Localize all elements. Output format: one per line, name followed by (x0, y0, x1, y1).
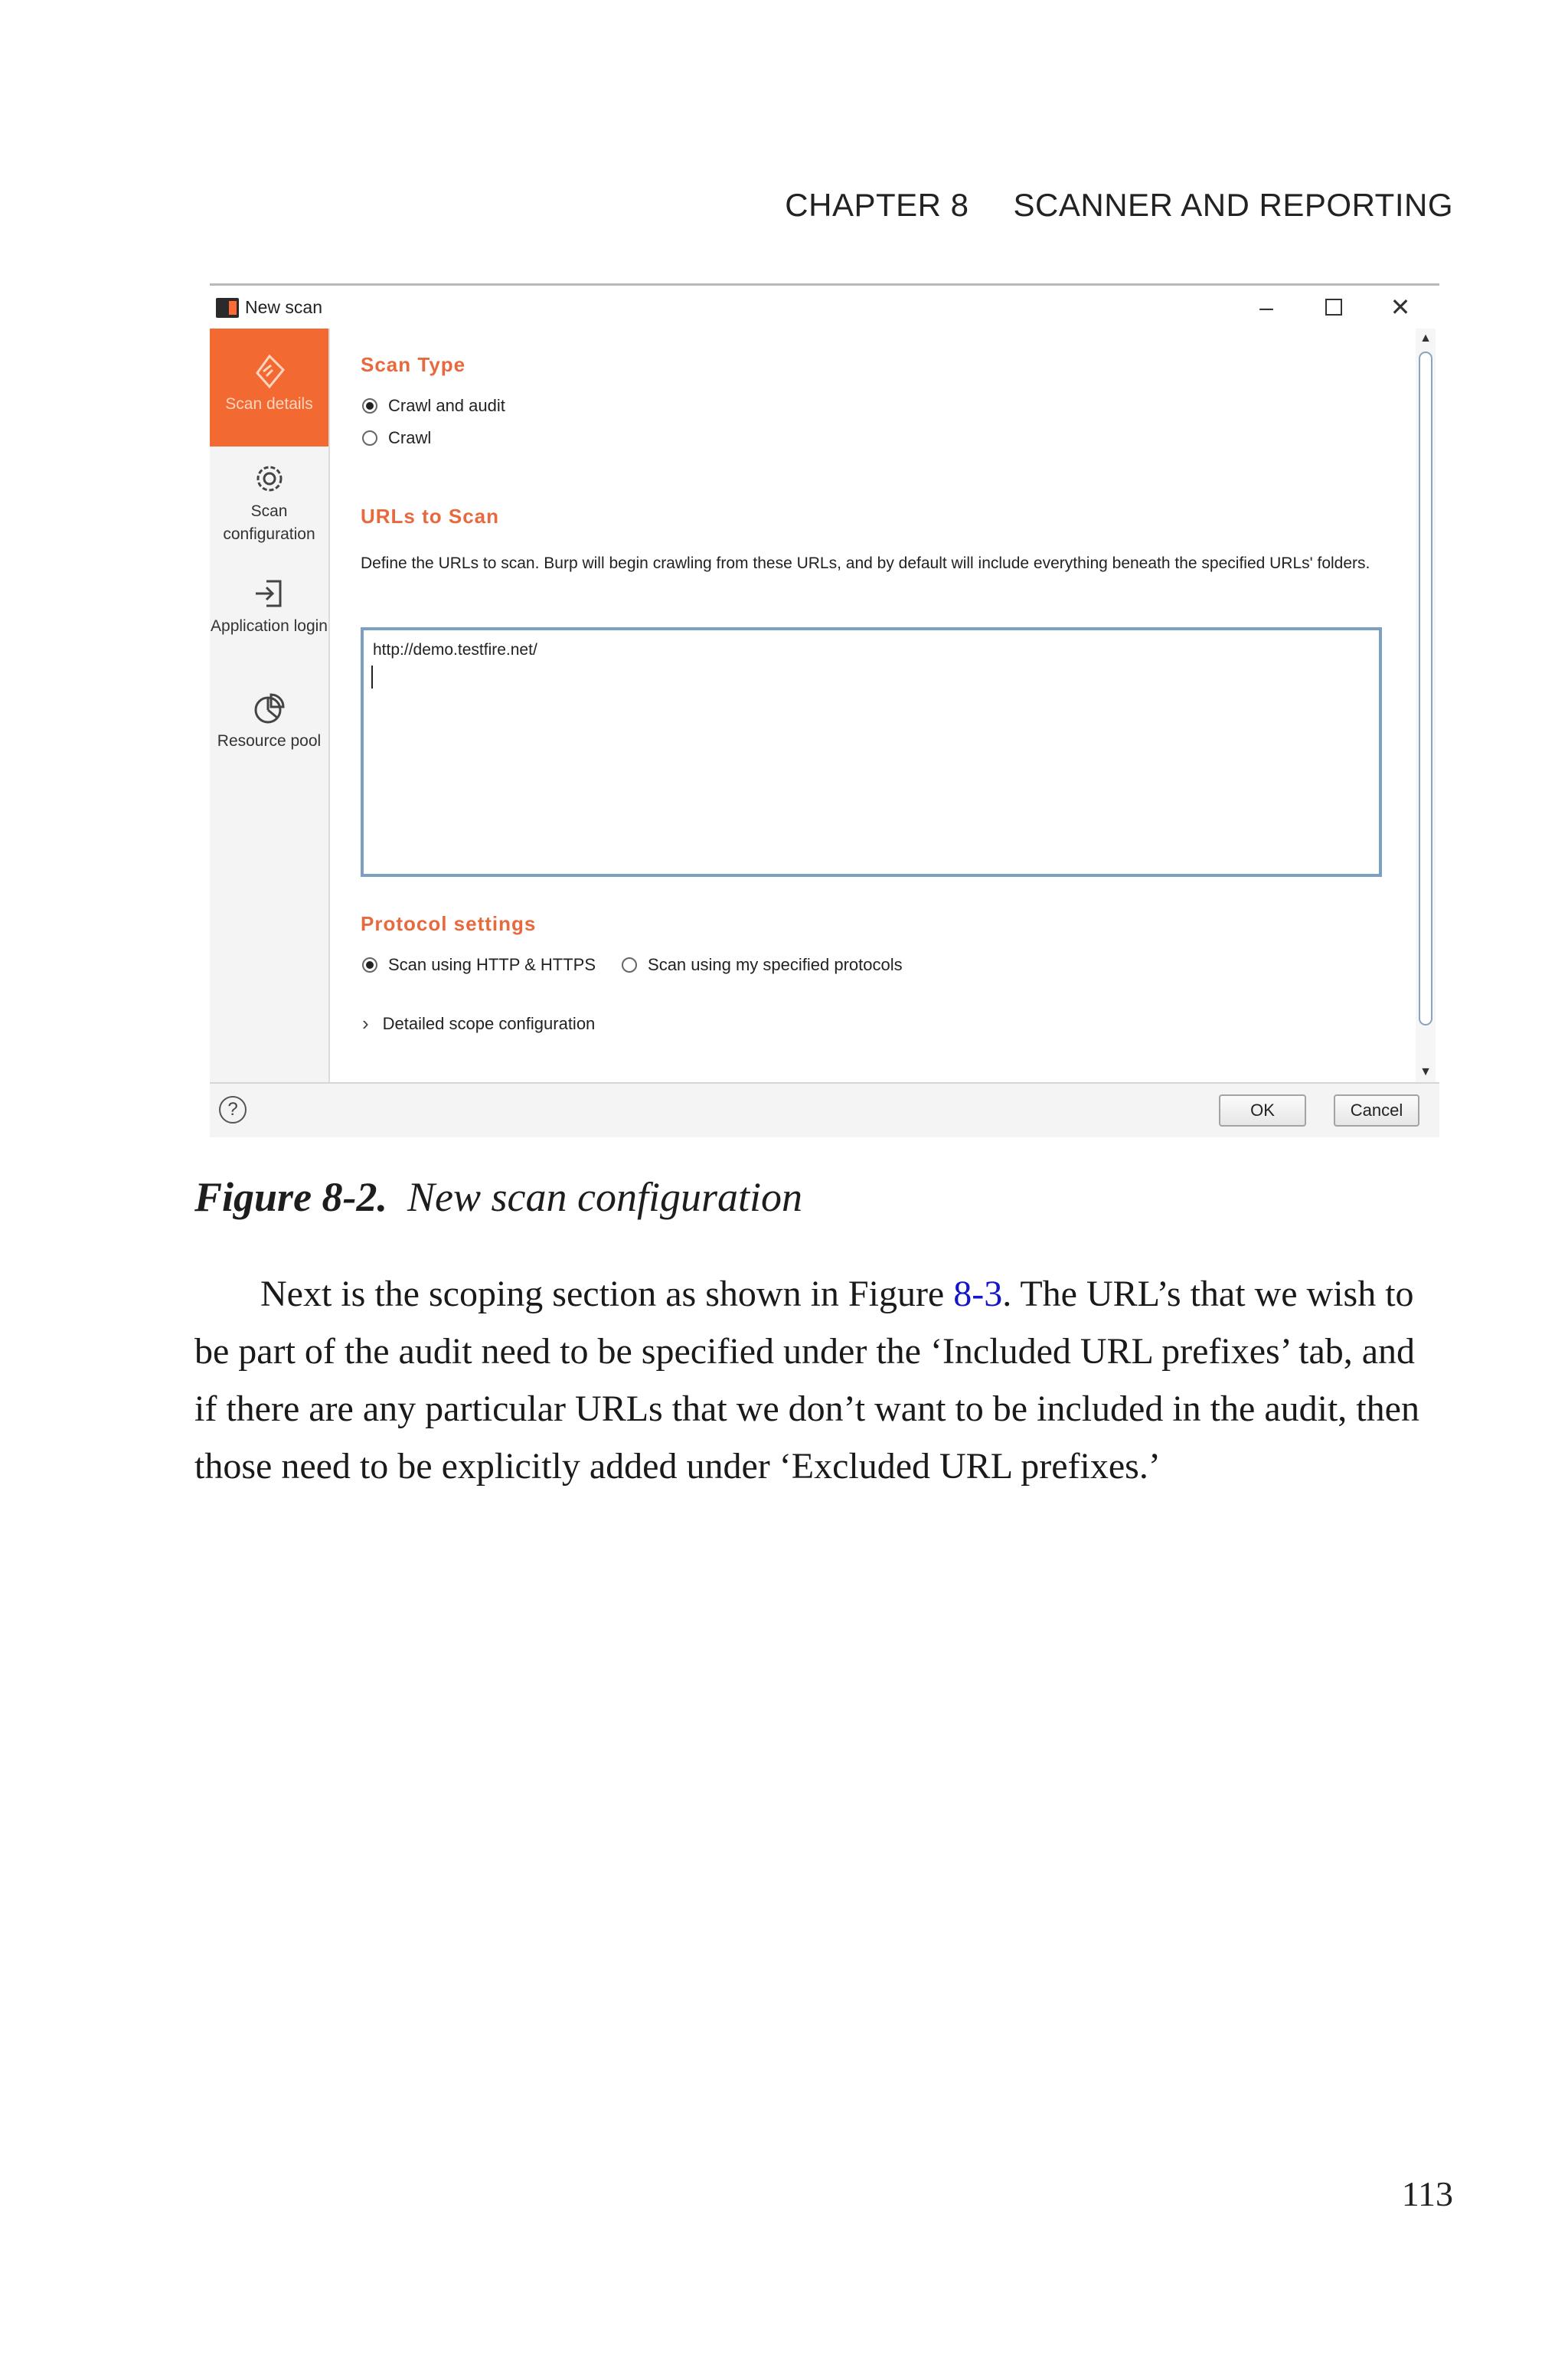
body-text-end: . The URL’s that we wish to be part of the audit need to be specified under the ‘Included URL prefixes’ tab, and if there are any particular URLs that we don’t want to be included in the audit, then those need to be explicitly added under ‘Excluded URL prefixes.’ (194, 1274, 1419, 1487)
radio-checked-icon (362, 957, 377, 973)
vertical-scrollbar[interactable] (1416, 329, 1436, 1082)
sidebar-item-scan-configuration[interactable] (210, 457, 328, 546)
scan-details-panel (330, 329, 1411, 1082)
page-number: 113 (1401, 2174, 1453, 2213)
scan-details-icon (248, 350, 291, 393)
scroll-down-icon[interactable]: ▼ (1419, 1065, 1432, 1078)
login-icon (248, 572, 291, 615)
sidebar-item-scan-details[interactable] (210, 329, 328, 446)
radio-checked-icon (362, 398, 377, 414)
urls-description: Define the URLs to scan. Burp will begin crawling from these URLs, and by default will include everything beneath the specified URLs' folders. (361, 554, 1370, 572)
gear-icon (248, 457, 291, 500)
scroll-thumb[interactable] (1419, 352, 1432, 1025)
body-text-start: Next is the scoping section as shown in Figure (260, 1274, 954, 1314)
running-head (785, 187, 1453, 224)
urls-title: URLs to Scan (361, 505, 500, 528)
protocol-options (362, 955, 903, 975)
text-caret (371, 666, 373, 689)
chevron-right-icon: › (362, 1012, 369, 1035)
sidebar-item-application-login[interactable] (210, 572, 328, 638)
dialog-footer (210, 1082, 1439, 1137)
radio-label: Crawl (388, 428, 432, 447)
radio-crawl-and-audit[interactable] (362, 396, 505, 416)
detailed-scope-label: Detailed scope configuration (382, 1013, 596, 1033)
maximize-button[interactable] (1315, 292, 1353, 322)
cancel-button[interactable]: Cancel (1334, 1094, 1419, 1127)
radio-unchecked-icon (362, 430, 377, 446)
sidebar (210, 329, 330, 1082)
sidebar-item-label: Scan details (225, 395, 313, 413)
figure-reference-link[interactable]: 8-3 (953, 1274, 1003, 1314)
scroll-up-icon[interactable]: ▲ (1419, 332, 1432, 345)
close-button[interactable]: ✕ (1390, 293, 1411, 321)
title-bar (210, 286, 1439, 329)
body-paragraph (194, 1265, 1419, 1495)
radio-label: Scan using my specified protocols (648, 955, 903, 974)
minimize-button[interactable]: – (1259, 293, 1273, 321)
figure-label: Figure 8-2. (194, 1174, 388, 1220)
ok-button[interactable]: OK (1219, 1094, 1306, 1127)
window-title: New scan (245, 297, 322, 317)
detailed-scope-toggle[interactable] (362, 1012, 595, 1035)
burp-logo-icon (216, 298, 239, 318)
radio-label: Crawl and audit (388, 396, 505, 415)
radio-crawl[interactable] (362, 428, 431, 448)
sidebar-item-label: Scan configuration (223, 502, 315, 543)
radio-specified-protocols[interactable] (622, 955, 903, 975)
sidebar-item-resource-pool[interactable] (210, 687, 328, 753)
radio-label: Scan using HTTP & HTTPS (388, 955, 596, 974)
radio-http-https[interactable] (362, 955, 596, 975)
help-icon[interactable]: ? (219, 1096, 247, 1124)
maximize-icon (1325, 299, 1342, 316)
urls-input[interactable] (361, 627, 1382, 877)
protocol-settings-title: Protocol settings (361, 912, 537, 935)
radio-unchecked-icon (622, 957, 637, 973)
scan-type-title: Scan Type (361, 353, 466, 376)
new-scan-window (210, 283, 1439, 1136)
figure-title: New scan configuration (407, 1174, 803, 1220)
sidebar-item-label: Resource pool (217, 732, 322, 750)
chapter-title: SCANNER AND REPORTING (1013, 187, 1453, 223)
figure-caption (194, 1173, 802, 1221)
chapter-label: CHAPTER 8 (785, 187, 969, 223)
sidebar-item-label: Application login (211, 617, 328, 635)
pie-chart-icon (248, 687, 291, 730)
